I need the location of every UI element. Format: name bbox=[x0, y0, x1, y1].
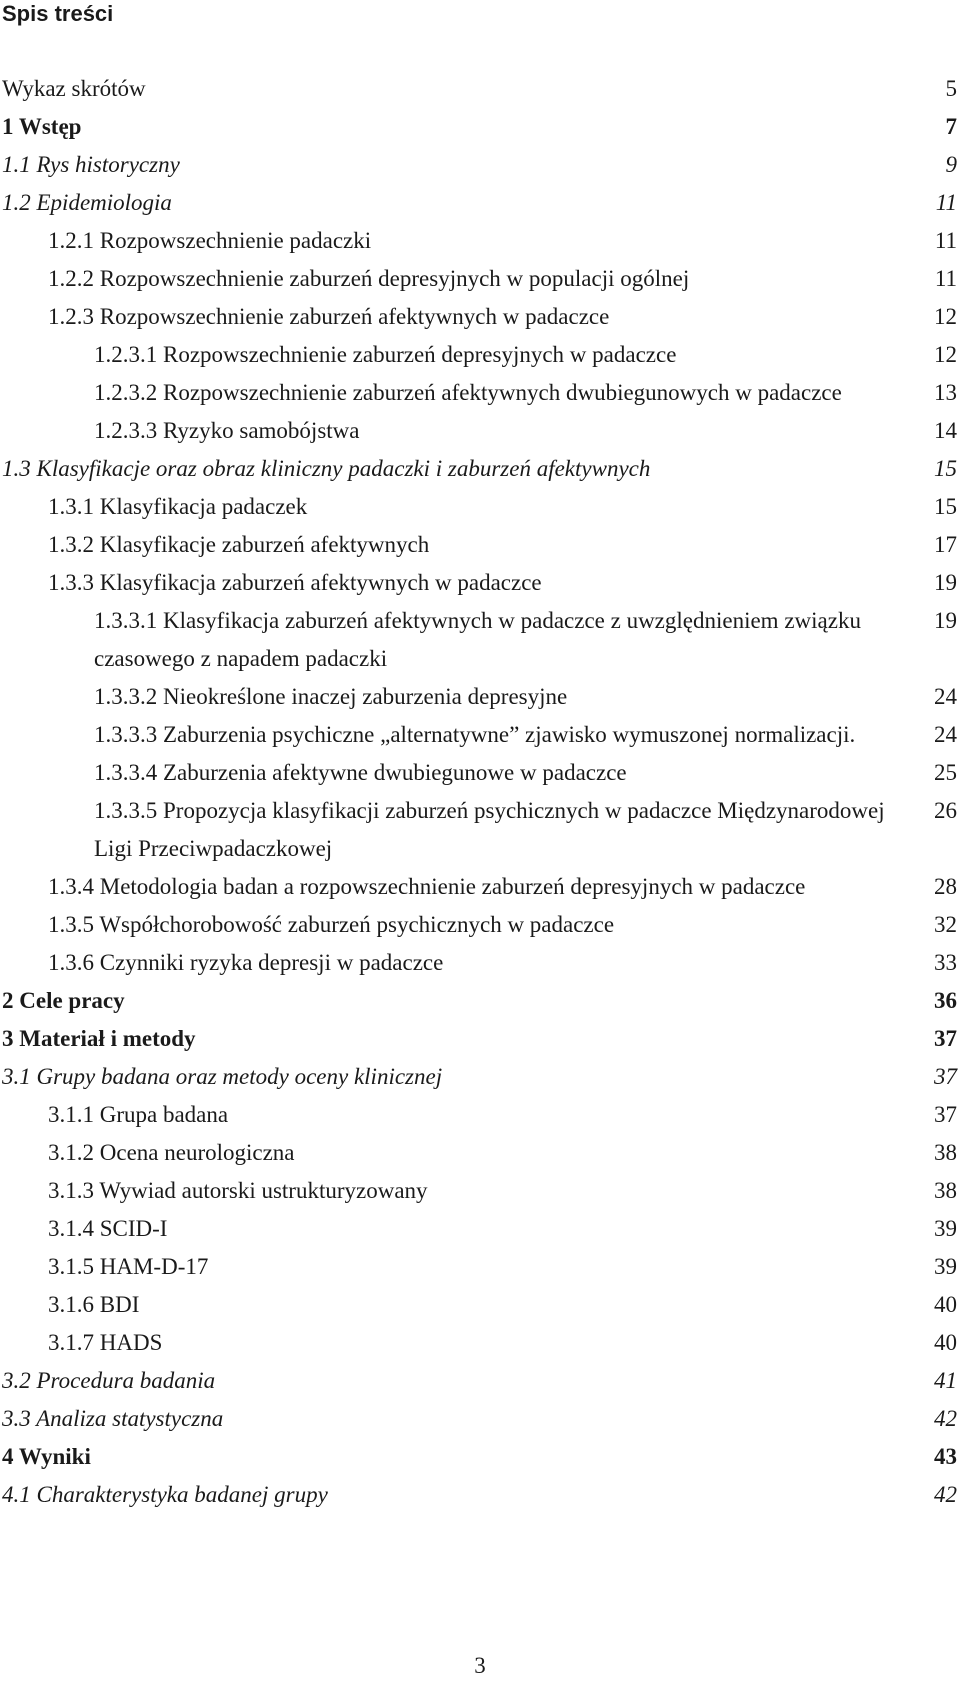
toc-entry-page: 24 bbox=[934, 722, 957, 747]
toc-entry bbox=[0, 1020, 960, 1058]
toc-entry-title: 1.3.3.5 Propozycja klasyfikacji zaburzeń psychicznych w padaczce Międzynarodowej Ligi Przeciwpadaczkowej bbox=[94, 798, 885, 861]
toc-entry-title: 1.3.3.3 Zaburzenia psychiczne „alternatywne” zjawisko wymuszonej normalizacji. bbox=[94, 722, 856, 747]
toc-entry bbox=[0, 1248, 960, 1286]
toc-entry-page: 9 bbox=[945, 152, 957, 177]
toc-entry-title: Wykaz skrótów bbox=[2, 76, 146, 101]
toc-entry bbox=[0, 602, 960, 678]
toc-entry bbox=[0, 260, 960, 298]
page-number: 3 bbox=[474, 1653, 486, 1678]
toc-entry-title: 1.3.1 Klasyfikacja padaczek bbox=[48, 494, 308, 519]
toc-entry-title: 1.3.3.1 Klasyfikacja zaburzeń afektywnych w padaczce z uwzględnieniem związku czasowego z napadem padaczki bbox=[94, 608, 861, 671]
toc-entry bbox=[0, 488, 960, 526]
toc-entry-title: 1.2 Epidemiologia bbox=[2, 190, 172, 215]
toc-entry bbox=[0, 412, 960, 450]
toc-entry-page: 37 bbox=[934, 1064, 957, 1089]
toc-entry bbox=[0, 868, 960, 906]
toc-entry bbox=[0, 298, 960, 336]
toc-entry bbox=[0, 906, 960, 944]
toc-entry bbox=[0, 1172, 960, 1210]
toc-entry-page: 41 bbox=[934, 1368, 957, 1393]
toc-entry-page: 37 bbox=[934, 1102, 957, 1127]
toc-entry-page: 12 bbox=[934, 304, 957, 329]
toc-entry-page: 40 bbox=[934, 1292, 957, 1317]
toc-entry-page: 11 bbox=[934, 228, 957, 253]
toc-entry-title: 2 Cele pracy bbox=[2, 988, 125, 1013]
toc-entry-title: 1.2.3 Rozpowszechnienie zaburzeń afektywnych w padaczce bbox=[48, 304, 610, 329]
toc-entry-page: 26 bbox=[934, 798, 957, 823]
toc-entry bbox=[0, 1362, 960, 1400]
toc-entry-title: 3.1.4 SCID-I bbox=[48, 1216, 168, 1241]
toc-entry bbox=[0, 1324, 960, 1362]
toc-entry-title: 3.2 Procedura badania bbox=[2, 1368, 216, 1393]
toc-entry bbox=[0, 1058, 960, 1096]
toc-entry-title: 1.3.3.2 Nieokreślone inaczej zaburzenia depresyjne bbox=[94, 684, 568, 709]
toc-entry bbox=[0, 184, 960, 222]
toc-entry-page: 19 bbox=[934, 608, 957, 633]
toc-entry bbox=[0, 1096, 960, 1134]
toc-entry-title: 3.1.6 BDI bbox=[48, 1292, 140, 1317]
toc-entry-page: 39 bbox=[934, 1216, 957, 1241]
toc-entry-page: 14 bbox=[934, 418, 957, 443]
toc-entry bbox=[0, 1286, 960, 1324]
toc-entry-title: 4.1 Charakterystyka badanej grupy bbox=[2, 1482, 328, 1507]
toc-entry-page: 12 bbox=[934, 342, 957, 367]
toc-entry bbox=[0, 526, 960, 564]
toc-entry bbox=[0, 450, 960, 488]
toc-entry-page: 11 bbox=[935, 190, 957, 215]
toc-entry-page: 33 bbox=[934, 950, 957, 975]
toc-entry-title: 3.1.5 HAM-D-17 bbox=[48, 1254, 209, 1279]
toc-entry-title: 1.2.3.3 Ryzyko samobójstwa bbox=[94, 418, 360, 443]
toc-entry-page: 25 bbox=[934, 760, 957, 785]
toc-entry-title: 1.2.2 Rozpowszechnienie zaburzeń depresyjnych w populacji ogólnej bbox=[48, 266, 690, 291]
toc-entry bbox=[0, 1134, 960, 1172]
toc-entry-title: 3.1.7 HADS bbox=[48, 1330, 163, 1355]
toc-entry-page: 28 bbox=[934, 874, 957, 899]
toc-entry-page: 17 bbox=[934, 532, 957, 557]
toc-entry-page: 36 bbox=[934, 988, 957, 1013]
toc-entry-page: 5 bbox=[945, 76, 957, 101]
toc-entry bbox=[0, 70, 960, 108]
toc-entry-page: 38 bbox=[934, 1140, 957, 1165]
toc-entry bbox=[0, 1476, 960, 1514]
toc-entry-title: 1.3.3.4 Zaburzenia afektywne dwubiegunowe w padaczce bbox=[94, 760, 627, 785]
toc-entry-title: 1.3.5 Współchorobowość zaburzeń psychicznych w padaczce bbox=[48, 912, 615, 937]
toc-entry-page: 42 bbox=[934, 1406, 957, 1431]
toc-entry-title: 1.3 Klasyfikacje oraz obraz kliniczny padaczki i zaburzeń afektywnych bbox=[2, 456, 651, 481]
toc-entry bbox=[0, 336, 960, 374]
toc-entry bbox=[0, 1438, 960, 1476]
toc-entry-title: 1.2.3.1 Rozpowszechnienie zaburzeń depresyjnych w padaczce bbox=[94, 342, 677, 367]
toc-entry bbox=[0, 564, 960, 602]
toc-entry bbox=[0, 982, 960, 1020]
toc-entry-page: 32 bbox=[934, 912, 957, 937]
table-of-contents bbox=[0, 70, 960, 1514]
toc-entry-page: 11 bbox=[934, 266, 957, 291]
toc-entry-page: 15 bbox=[934, 456, 957, 481]
toc-entry-title: 3.1.1 Grupa badana bbox=[48, 1102, 229, 1127]
toc-entry bbox=[0, 374, 960, 412]
toc-entry-title: 1 Wstęp bbox=[2, 114, 82, 139]
toc-entry-title: 3 Materiał i metody bbox=[2, 1026, 196, 1051]
toc-entry-page: 38 bbox=[934, 1178, 957, 1203]
toc-entry-page: 13 bbox=[934, 380, 957, 405]
toc-entry-page: 42 bbox=[934, 1482, 957, 1507]
toc-entry bbox=[0, 1210, 960, 1248]
toc-entry bbox=[0, 716, 960, 754]
toc-entry bbox=[0, 944, 960, 982]
toc-entry-page: 15 bbox=[934, 494, 957, 519]
toc-entry-title: 4 Wyniki bbox=[2, 1444, 91, 1469]
toc-entry-title: 1.3.3 Klasyfikacja zaburzeń afektywnych w padaczce bbox=[48, 570, 542, 595]
toc-entry-page: 40 bbox=[934, 1330, 957, 1355]
toc-entry bbox=[0, 792, 960, 868]
toc-entry-title: 3.1 Grupy badana oraz metody oceny klinicznej bbox=[2, 1064, 443, 1089]
toc-entry-page: 24 bbox=[934, 684, 957, 709]
toc-entry-page: 37 bbox=[934, 1026, 957, 1051]
toc-entry bbox=[0, 678, 960, 716]
toc-entry-title: 1.3.4 Metodologia badan a rozpowszechnienie zaburzeń depresyjnych w padaczce bbox=[48, 874, 806, 899]
toc-entry-title: 1.2.3.2 Rozpowszechnienie zaburzeń afektywnych dwubiegunowych w padaczce bbox=[94, 380, 842, 405]
toc-entry-page: 43 bbox=[934, 1444, 957, 1469]
toc-entry bbox=[0, 754, 960, 792]
toc-entry-title: 1.2.1 Rozpowszechnienie padaczki bbox=[48, 228, 372, 253]
toc-entry-page: 19 bbox=[934, 570, 957, 595]
toc-entry bbox=[0, 222, 960, 260]
toc-entry-title: 1.3.2 Klasyfikacje zaburzeń afektywnych bbox=[48, 532, 430, 557]
toc-entry-title: 3.3 Analiza statystyczna bbox=[2, 1406, 224, 1431]
toc-entry bbox=[0, 1400, 960, 1438]
toc-entry-title: 3.1.2 Ocena neurologiczna bbox=[48, 1140, 295, 1165]
toc-entry-title: 1.1 Rys historyczny bbox=[2, 152, 180, 177]
toc-entry-page: 7 bbox=[945, 114, 957, 139]
toc-entry-page: 39 bbox=[934, 1254, 957, 1279]
toc-entry-title: 3.1.3 Wywiad autorski ustrukturyzowany bbox=[48, 1178, 428, 1203]
page-title: Spis treści bbox=[2, 1, 114, 26]
toc-entry-title: 1.3.6 Czynniki ryzyka depresji w padaczce bbox=[48, 950, 444, 975]
toc-entry bbox=[0, 108, 960, 146]
toc-entry bbox=[0, 146, 960, 184]
